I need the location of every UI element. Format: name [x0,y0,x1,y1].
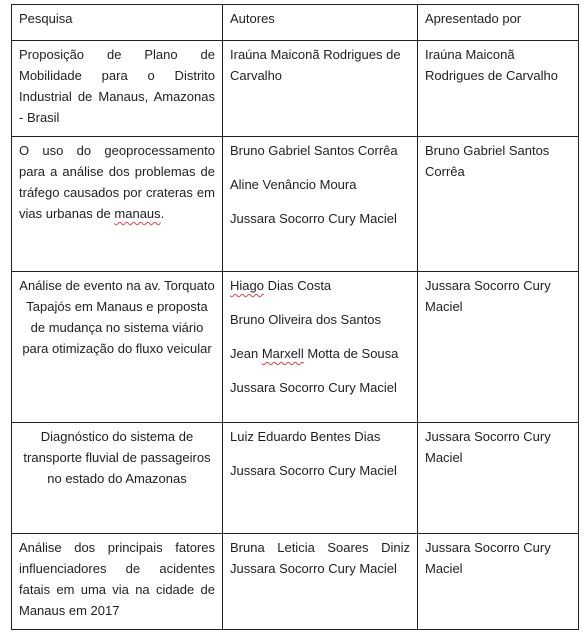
autores-cell [223,41,418,137]
autor-name: Jussara Socorro Cury Maciel [230,561,397,576]
table-row [12,272,579,423]
apresentador-name: Iraúna Maiconã Rodrigues de Carvalho [425,47,558,83]
autores-cell [223,534,418,630]
autor-name-rest: Dias Costa [263,278,332,293]
autor-flagged-word: Hiago [230,278,264,293]
autor-name-rest: Motta de Sousa [303,346,399,361]
apresentador-name: Jussara Socorro Cury Maciel [425,540,551,576]
autor-name: Jussara Socorro Cury Maciel [230,380,397,395]
apresentador-name: Bruno Gabriel Santos Corrêa [425,143,550,179]
pesquisa-cell [12,534,223,630]
apresentado-cell [418,534,579,630]
pesquisa-cell [12,272,223,423]
pesquisa-cell [12,423,223,534]
table-row [12,137,579,272]
autor-name: Luiz Eduardo Bentes Dias [230,429,381,444]
pesquisa-title: Diagnóstico do sistema de transporte fluvial de passageiros no estado do Amazonas [23,429,211,486]
header-apresentado-por: Apresentado por [418,5,579,41]
pesquisa-title: Proposição de Plano de Mobilidade para o Distrito Industrial de Manaus, Amazonas - Brasil [19,47,215,125]
autor-name [230,275,410,296]
pesquisa-cell [12,137,223,272]
pesquisa-title-end: . [160,206,165,221]
autor-name: Bruno Gabriel Santos Corrêa [230,143,398,158]
pesquisa-title [19,140,215,224]
autor-name: Iraúna Maiconã Rodrigues de Carvalho [230,47,401,83]
apresentado-cell [418,423,579,534]
apresentado-cell [418,137,579,272]
table-row [12,534,579,630]
apresentador-name: Jussara Socorro Cury Maciel [425,429,551,465]
apresentado-cell [418,272,579,423]
autores-cell [223,423,418,534]
autor-name [230,343,410,364]
autor-flagged-word: Marxell [261,346,304,361]
autor-name: Jussara Socorro Cury Maciel [230,211,397,226]
pesquisa-title: Análise dos principais fatores influenciadores de acidentes fatais em uma via na cidade de Manaus em 2017 [19,540,215,618]
autor-name-first: Jean [230,346,262,361]
header-autores: Autores [223,5,418,41]
autor-name: Bruna Leticia Soares Diniz [230,540,410,555]
table-header-row [12,5,579,41]
table-row [12,41,579,137]
pesquisa-title-flagged-word: manaus [114,206,161,221]
table-row [12,423,579,534]
autor-name: Aline Venâncio Moura [230,177,357,192]
pesquisa-title: Análise de evento na av. Torquato Tapajós em Manaus e proposta de mudança no sistema viário para otimização do fluxo veicular [19,278,215,356]
research-table [11,4,579,630]
autores-cell [223,137,418,272]
autor-name: Jussara Socorro Cury Maciel [230,463,397,478]
apresentado-cell [418,41,579,137]
pesquisa-title-main: O uso do geoprocessamento para a análise dos problemas de tráfego causados por crateras em vias urbanas de [19,143,215,221]
autor-name: Bruno Oliveira dos Santos [230,312,382,327]
apresentador-name: Jussara Socorro Cury Maciel [425,278,551,314]
pesquisa-cell [12,41,223,137]
header-pesquisa: Pesquisa [12,5,223,41]
autores-cell [223,272,418,423]
